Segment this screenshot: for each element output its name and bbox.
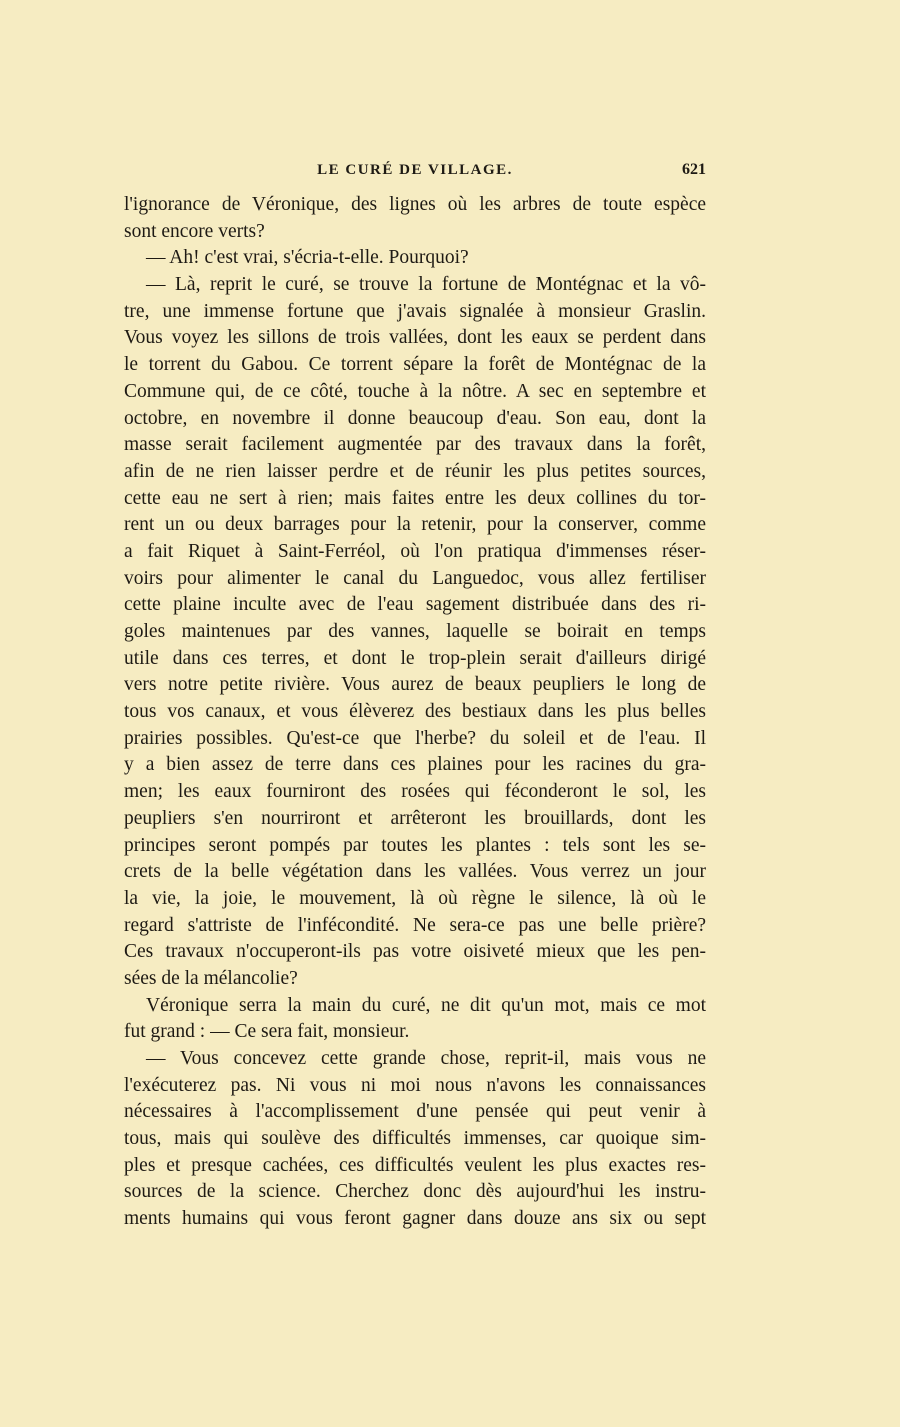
text-line: masse serait facilement augmentée par des travaux dans la forêt, xyxy=(124,434,706,456)
text-line: peupliers s'en nourriront et arrêteront les brouillards, dont les xyxy=(124,807,706,829)
text-line: utile dans ces terres, et dont le trop-plein serait d'ailleurs dirigé xyxy=(124,647,706,669)
text-line: principes seront pompés par toutes les plantes : tels sont les se- xyxy=(124,834,706,856)
text-line: regard s'attriste de l'infécondité. Ne sera-ce pas une belle prière? xyxy=(124,914,706,936)
text-line: l'ignorance de Véronique, des lignes où les arbres de toute espèce xyxy=(124,194,706,215)
body-text xyxy=(124,192,706,1233)
text-line: Véronique serra la main du curé, ne dit qu'un mot, mais ce mot xyxy=(146,994,706,1016)
text-line: sources de la science. Cherchez donc dès aujourd'hui les instru- xyxy=(124,1181,706,1203)
text-line: nécessaires à l'accomplissement d'une pensée qui peut venir à xyxy=(124,1101,706,1123)
text-line: ments humains qui vous feront gagner dans douze ans six ou sept xyxy=(124,1208,706,1230)
text-line: — Là, reprit le curé, se trouve la fortune de Montégnac et la vô- xyxy=(146,274,706,296)
text-line: crets de la belle végétation dans les vallées. Vous verrez un jour xyxy=(124,861,706,883)
text-line: sées de la mélancolie? xyxy=(124,967,298,989)
text-line: tre, une immense fortune que j'avais signalée à monsieur Graslin. xyxy=(124,300,706,322)
text-line: octobre, en novembre il donne beaucoup d'eau. Son eau, dont la xyxy=(124,407,706,429)
text-line: rent un ou deux barrages pour la retenir, pour la conserver, comme xyxy=(124,514,706,536)
text-line: cette plaine inculte avec de l'eau sagement distribuée dans des ri- xyxy=(124,594,706,616)
text-line: vers notre petite rivière. Vous aurez de beaux peupliers le long de xyxy=(124,674,706,696)
text-line: prairies possibles. Qu'est-ce que l'herbe? du soleil et de l'eau. Il xyxy=(124,727,706,749)
text-line: goles maintenues par des vannes, laquelle se boirait en temps xyxy=(124,621,706,642)
text-line: a fait Riquet à Saint-Ferréol, où l'on pratiqua d'immenses réser- xyxy=(124,540,706,562)
text-line: la vie, la joie, le mouvement, là où règne le silence, là où le xyxy=(124,887,706,909)
text-line: men; les eaux fourniront des rosées qui féconderont le sol, les xyxy=(124,781,706,803)
text-line: sont encore verts? xyxy=(124,220,265,242)
text-line: — Vous concevez cette grande chose, reprit-il, mais vous ne xyxy=(146,1048,706,1069)
text-line: afin de ne rien laisser perdre et de réunir les plus petites sources, xyxy=(124,460,706,482)
running-title: LE CURÉ DE VILLAGE. xyxy=(317,162,513,178)
text-line: — Ah! c'est vrai, s'écria-t-elle. Pourquoi? xyxy=(146,247,469,269)
text-line: tous, mais qui soulève des difficultés immenses, car quoique sim- xyxy=(124,1128,706,1150)
text-line: le torrent du Gabou. Ce torrent sépare la forêt de Montégnac de la xyxy=(124,354,706,376)
text-line: Commune qui, de ce côté, touche à la nôtre. A sec en septembre et xyxy=(124,380,706,402)
text-line: fut grand : — Ce sera fait, monsieur. xyxy=(124,1021,410,1043)
page-header xyxy=(124,160,706,184)
text-line: voirs pour alimenter le canal du Languedoc, vous allez fertiliser xyxy=(124,567,706,589)
text-line: cette eau ne sert à rien; mais faites entre les deux collines du tor- xyxy=(124,487,706,509)
text-line: l'exécuterez pas. Ni vous ni moi nous n'avons les connaissances xyxy=(124,1074,706,1096)
text-line: Ces travaux n'occuperont-ils pas votre oisiveté mieux que les pen- xyxy=(124,941,706,963)
page-number: 621 xyxy=(682,161,706,178)
text-line: tous vos canaux, et vous élèverez des bestiaux dans les plus belles xyxy=(124,701,706,723)
text-line: ples et presque cachées, ces difficultés veulent les plus exactes res- xyxy=(124,1154,706,1176)
text-line: y a bien assez de terre dans ces plaines pour les racines du gra- xyxy=(124,754,706,776)
text-line: Vous voyez les sillons de trois vallées, dont les eaux se perdent dans xyxy=(124,327,706,349)
